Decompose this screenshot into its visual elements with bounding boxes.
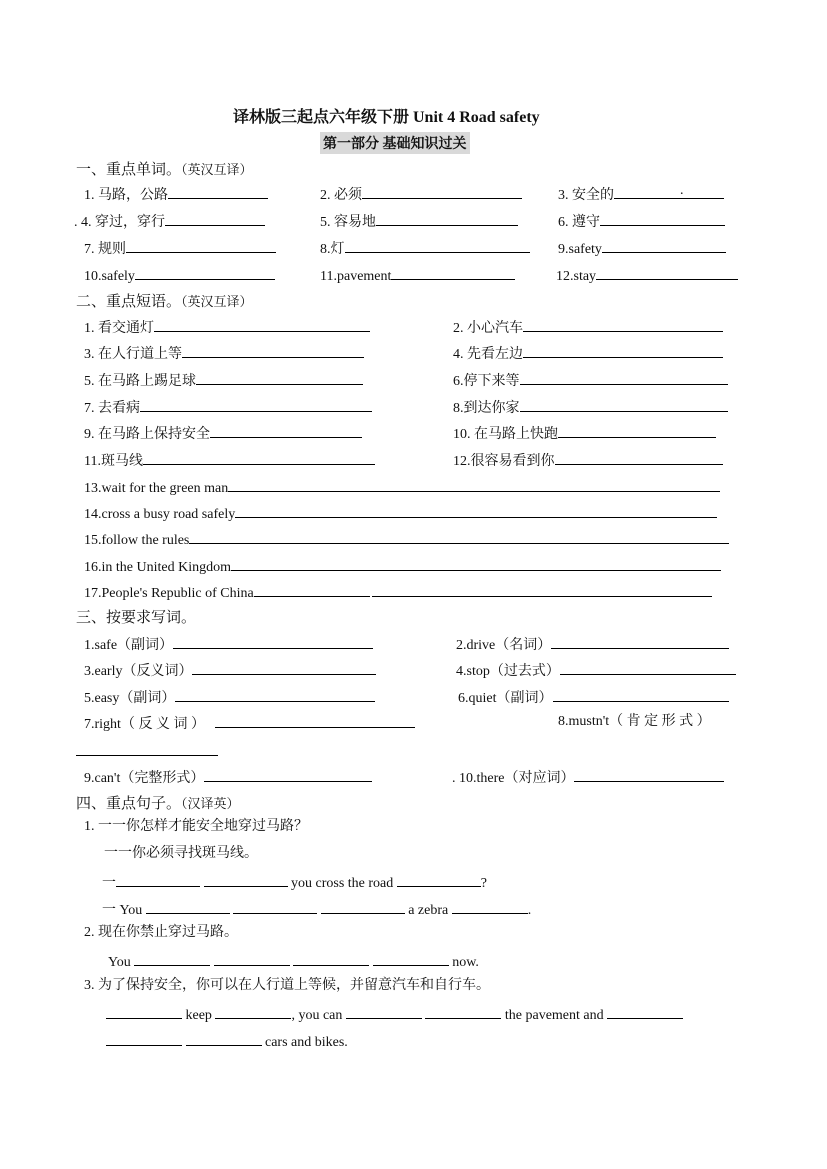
phrase-item bbox=[453, 450, 723, 471]
phrase-item bbox=[84, 582, 712, 603]
answer-blank[interactable] bbox=[373, 951, 449, 966]
answer-blank[interactable] bbox=[574, 767, 724, 782]
word-form-item bbox=[84, 767, 372, 788]
answer-blank[interactable] bbox=[186, 1031, 262, 1046]
answer-blank[interactable] bbox=[614, 184, 724, 199]
phrase-label: 17.People's Republic of China bbox=[84, 586, 254, 601]
answer-blank[interactable] bbox=[134, 951, 210, 966]
section-2-heading bbox=[76, 290, 253, 311]
phrase-label: 2. 小心汽车 bbox=[453, 321, 523, 336]
answer-blank[interactable] bbox=[116, 872, 200, 887]
sentence-answer-line bbox=[102, 899, 531, 920]
phrase-label: 4. 先看左边 bbox=[453, 347, 523, 362]
sentence-text: a zebra bbox=[408, 903, 449, 918]
word-label: 1. 马路，公路 bbox=[84, 188, 168, 203]
answer-blank[interactable] bbox=[214, 951, 290, 966]
word-form-label: 6.quiet（副词） bbox=[458, 691, 553, 706]
sentence-text: cars and bikes. bbox=[265, 1035, 348, 1050]
phrase-item bbox=[84, 317, 370, 338]
answer-blank[interactable] bbox=[231, 556, 721, 571]
sentence-question bbox=[84, 818, 308, 836]
sentence-prompt: 1. 一一你怎样才能安全地穿过马路？ bbox=[84, 819, 308, 834]
answer-blank[interactable] bbox=[254, 582, 370, 597]
answer-blank[interactable] bbox=[600, 211, 725, 226]
sentence-text: , you can bbox=[291, 1008, 343, 1023]
answer-blank[interactable] bbox=[596, 265, 738, 280]
page-title: 译林版三起点六年级下册 Unit 4 Road safety bbox=[233, 109, 540, 126]
word-form-item bbox=[458, 687, 729, 708]
answer-blank[interactable] bbox=[523, 317, 723, 332]
word-form-item bbox=[84, 687, 375, 708]
answer-blank[interactable] bbox=[558, 423, 716, 438]
phrase-item bbox=[84, 529, 729, 550]
phrase-label: 3. 在人行道上等 bbox=[84, 347, 182, 362]
phrase-item bbox=[84, 423, 362, 444]
word-label: 5. 容易地 bbox=[320, 215, 376, 230]
phrase-label: 11.斑马线 bbox=[84, 454, 143, 469]
sentence-answer-line bbox=[102, 872, 487, 893]
answer-blank[interactable] bbox=[555, 450, 723, 465]
phrase-label: 5. 在马路上踢足球 bbox=[84, 374, 196, 389]
answer-blank[interactable] bbox=[523, 343, 723, 358]
answer-blank[interactable] bbox=[346, 1004, 422, 1019]
section-1-note: （英汉互译） bbox=[181, 163, 253, 178]
word-label: 8.灯 bbox=[320, 242, 345, 257]
sentence-text: ? bbox=[480, 876, 487, 891]
phrase-item bbox=[453, 423, 716, 444]
sentence-prompt: 2. 现在你禁止穿过马路。 bbox=[84, 925, 238, 940]
sentence-answer-line bbox=[106, 1004, 683, 1025]
answer-blank[interactable] bbox=[192, 660, 376, 675]
word-item bbox=[74, 211, 265, 232]
phrase-item bbox=[84, 503, 717, 524]
answer-blank[interactable] bbox=[602, 238, 726, 253]
answer-blank[interactable] bbox=[551, 634, 729, 649]
answer-blank[interactable] bbox=[76, 755, 218, 756]
answer-blank[interactable] bbox=[391, 265, 515, 280]
word-form-label: 1.safe（副词） bbox=[84, 638, 174, 653]
phrase-label: 16.in the United Kingdom bbox=[84, 560, 231, 575]
phrase-item bbox=[84, 477, 720, 498]
phrase-label: 6.停下来等 bbox=[453, 374, 520, 389]
word-form-item bbox=[84, 660, 376, 681]
word-form-item bbox=[452, 767, 724, 788]
phrase-item bbox=[84, 556, 721, 577]
sentence-text: You bbox=[108, 955, 131, 970]
answer-blank[interactable] bbox=[560, 660, 736, 675]
word-form-item bbox=[84, 713, 415, 734]
answer-blank[interactable] bbox=[126, 238, 276, 253]
sentence-answer-line bbox=[108, 951, 479, 972]
stray-dot: . bbox=[680, 183, 684, 198]
section-3-label: 三、按要求写词。 bbox=[76, 610, 197, 626]
answer-blank[interactable] bbox=[293, 951, 369, 966]
sentence-prompt: 3. 为了保持安全，你可以在人行道上等候，并留意汽车和自行车。 bbox=[84, 978, 490, 993]
sentence-text: you cross the road bbox=[291, 876, 394, 891]
answer-blank[interactable] bbox=[321, 899, 405, 914]
page-subtitle: 第一部分 基础知识过关 bbox=[320, 132, 470, 154]
word-form-item bbox=[558, 713, 711, 731]
answer-blank[interactable] bbox=[165, 211, 265, 226]
phrase-item bbox=[453, 370, 728, 391]
answer-blank[interactable] bbox=[452, 899, 528, 914]
answer-blank[interactable] bbox=[168, 184, 268, 199]
phrase-label: 9. 在马路上保持安全 bbox=[84, 427, 210, 442]
sentence-text: 一 You bbox=[102, 903, 143, 918]
word-form-item bbox=[84, 634, 373, 655]
word-form-label: 2.drive（名词） bbox=[456, 638, 552, 653]
word-item bbox=[558, 238, 726, 259]
word-form-label: 5.easy（副词） bbox=[84, 691, 176, 706]
word-form-label: . 10.there（对应词） bbox=[452, 771, 575, 786]
sentence-question bbox=[104, 845, 258, 863]
answer-blank[interactable] bbox=[376, 211, 518, 226]
answer-blank[interactable] bbox=[175, 687, 375, 702]
answer-blank[interactable] bbox=[228, 477, 720, 492]
word-item bbox=[320, 238, 530, 259]
answer-blank[interactable] bbox=[106, 1004, 182, 1019]
answer-blank[interactable] bbox=[189, 529, 729, 544]
phrase-label: 10. 在马路上快跑 bbox=[453, 427, 558, 442]
answer-blank[interactable] bbox=[210, 423, 362, 438]
word-form-item bbox=[456, 634, 729, 655]
dash-prefix: 一 bbox=[102, 876, 116, 891]
word-item bbox=[558, 211, 725, 232]
section-2-label: 二、重点短语。 bbox=[76, 294, 182, 310]
word-label: 9.safety bbox=[558, 242, 602, 257]
word-label: 6. 遵守 bbox=[558, 215, 600, 230]
word-item bbox=[84, 238, 276, 259]
phrase-label: 13.wait for the green man bbox=[84, 481, 229, 496]
answer-blank[interactable] bbox=[204, 872, 288, 887]
section-4-note: （汉译英） bbox=[181, 797, 240, 812]
phrase-label: 14.cross a busy road safely bbox=[84, 507, 236, 522]
sentence-text: keep bbox=[185, 1008, 212, 1023]
answer-blank[interactable] bbox=[372, 582, 712, 597]
answer-blank[interactable] bbox=[345, 238, 530, 253]
phrase-item bbox=[453, 397, 728, 418]
word-label: 3. 安全的 bbox=[558, 188, 614, 203]
phrase-label: 1. 看交通灯 bbox=[84, 321, 154, 336]
word-item bbox=[558, 184, 724, 205]
answer-blank[interactable] bbox=[520, 370, 728, 385]
section-3-heading bbox=[76, 606, 196, 627]
word-form-label: 9.can't（完整形式） bbox=[84, 771, 205, 786]
answer-blank[interactable] bbox=[425, 1004, 501, 1019]
answer-blank[interactable] bbox=[182, 343, 364, 358]
word-item bbox=[320, 265, 515, 286]
sentence-question bbox=[84, 924, 238, 942]
answer-blank[interactable] bbox=[215, 1004, 291, 1019]
answer-blank[interactable] bbox=[143, 450, 375, 465]
sentence-text: now. bbox=[452, 955, 479, 970]
phrase-item bbox=[453, 343, 723, 364]
answer-blank[interactable] bbox=[106, 1031, 182, 1046]
answer-blank[interactable] bbox=[215, 713, 415, 728]
answer-blank[interactable] bbox=[146, 899, 230, 914]
phrase-item bbox=[84, 397, 372, 418]
answer-blank[interactable] bbox=[173, 634, 373, 649]
phrase-label: 15.follow the rules bbox=[84, 533, 190, 548]
answer-blank[interactable] bbox=[204, 767, 372, 782]
phrase-item bbox=[84, 343, 364, 364]
phrase-label: 7. 去看病 bbox=[84, 401, 140, 416]
section-2-note: （英汉互译） bbox=[181, 295, 253, 310]
phrase-item bbox=[453, 317, 723, 338]
answer-blank[interactable] bbox=[135, 265, 275, 280]
word-label: 11.pavement bbox=[320, 269, 392, 284]
answer-blank[interactable] bbox=[362, 184, 522, 199]
word-form-label: 3.early（反义词） bbox=[84, 664, 193, 679]
section-4-heading bbox=[76, 792, 240, 813]
phrase-label: 12.很容易看到你 bbox=[453, 454, 555, 469]
word-label: 12.stay bbox=[556, 269, 597, 284]
phrase-label: 8.到达你家 bbox=[453, 401, 520, 416]
word-label: 2. 必须 bbox=[320, 188, 362, 203]
sentence-answer-line bbox=[106, 1031, 348, 1052]
word-item bbox=[320, 211, 518, 232]
word-form-label: 7.right（ 反 义 词 ） bbox=[84, 717, 205, 732]
word-form-label: 8.mustn't（ 肯 定 形 式 ） bbox=[558, 714, 711, 729]
answer-blank[interactable] bbox=[397, 872, 481, 887]
word-label: 10.safely bbox=[84, 269, 135, 284]
word-label: . 4. 穿过，穿行 bbox=[74, 215, 165, 230]
answer-blank[interactable] bbox=[235, 503, 717, 518]
word-item bbox=[84, 265, 275, 286]
answer-blank[interactable] bbox=[607, 1004, 683, 1019]
word-item bbox=[84, 184, 268, 205]
answer-blank[interactable] bbox=[520, 397, 728, 412]
answer-blank[interactable] bbox=[233, 899, 317, 914]
word-form-item bbox=[456, 660, 736, 681]
word-item bbox=[556, 265, 738, 286]
sentence-text: the pavement and bbox=[504, 1008, 604, 1023]
section-4-label: 四、重点句子。 bbox=[76, 796, 182, 812]
section-1-label: 一、重点单词。 bbox=[76, 162, 182, 178]
word-form-label: 4.stop（过去式） bbox=[456, 664, 560, 679]
sentence-prompt: 一一你必须寻找斑马线。 bbox=[104, 846, 258, 861]
answer-blank[interactable] bbox=[553, 687, 729, 702]
sentence-question bbox=[84, 977, 490, 995]
answer-blank[interactable] bbox=[140, 397, 372, 412]
word-label: 7. 规则 bbox=[84, 242, 126, 257]
answer-blank[interactable] bbox=[154, 317, 370, 332]
phrase-item bbox=[84, 370, 363, 391]
phrase-item bbox=[84, 450, 375, 471]
answer-blank[interactable] bbox=[196, 370, 363, 385]
section-1-heading bbox=[76, 158, 253, 179]
word-item bbox=[320, 184, 522, 205]
sentence-text: . bbox=[527, 903, 532, 918]
